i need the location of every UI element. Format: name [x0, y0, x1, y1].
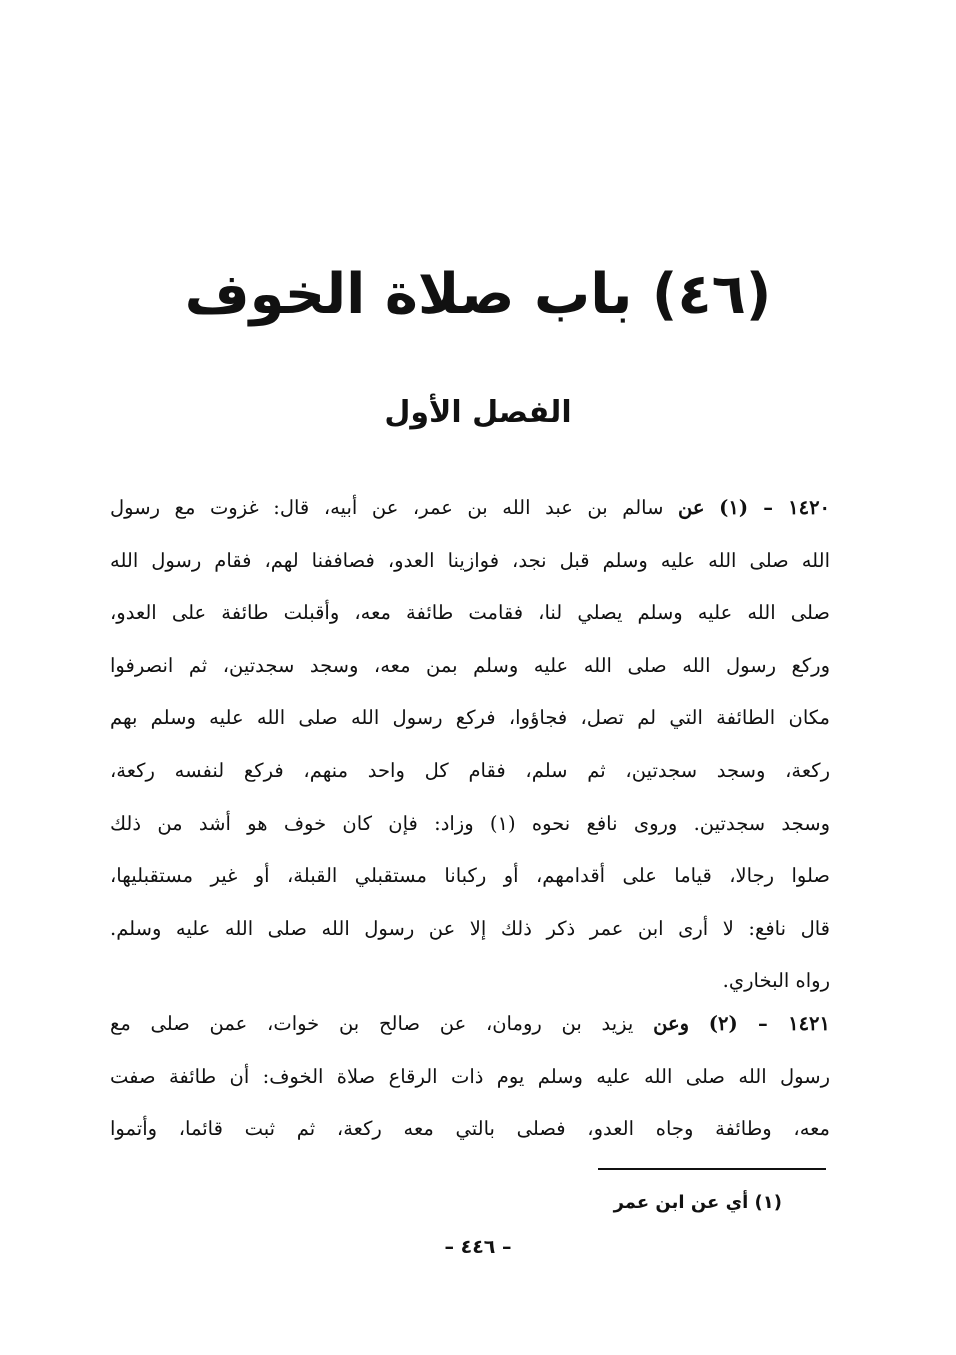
hadith-line	[110, 998, 830, 1051]
hadith-line: رسول الله صلى الله عليه وسلم يوم ذات الرقاع صلاة الخوف: أن طائفة صفت	[110, 1064, 830, 1088]
hadith-line	[110, 482, 830, 535]
hadith-text: يزيد بن رومان، عن صالح بن خوات، عمن صلى مع	[110, 1012, 634, 1035]
hadith-line: قال نافع: لا أرى ابن عمر ذكر ذلك إلا عن رسول الله صلى الله عليه وسلم.	[110, 916, 830, 940]
hadith-number: ١٤٢٠ – (١)	[719, 496, 830, 519]
hadith-lead-word: عن	[678, 496, 705, 519]
hadith-text: سالم بن عبد الله بن عمر، عن أبيه، قال: غزوت مع رسول	[110, 496, 664, 519]
chapter-title: (٤٦) باب صلاة الخوف	[184, 262, 772, 327]
hadith-source: رواه البخاري.	[722, 969, 830, 993]
hadith-line: معه، وطائفة وجاه العدو، فصلى بالتي معه ركعة، ثم ثبت قائما، وأتموا	[110, 1117, 830, 1141]
hadith-line: ركعة، وسجد سجدتين، ثم سلم، فقام كل واحد منهم، فركع لنفسه ركعة،	[110, 758, 830, 782]
hadith-1421	[110, 998, 830, 1156]
hadith-line: وركع رسول الله صلى الله عليه وسلم بمن معه، وسجد سجدتين، ثم انصرفوا	[110, 653, 830, 677]
footnote: (١) أي عن ابن عمر	[613, 1192, 782, 1213]
hadith-lead-word: وعن	[653, 1012, 690, 1035]
hadith-line: وسجد سجدتين. وروى نافع نحوه (١) وزاد: فإن كان خوف هو أشد من ذلك	[110, 811, 830, 835]
footnote-divider	[598, 1168, 826, 1170]
page-number: – ٤٤٦ –	[444, 1236, 512, 1258]
section-title: الفصل الأول	[384, 395, 572, 430]
hadith-number: ١٤٢١ – (٢)	[708, 1012, 830, 1035]
hadith-line: مكان الطائفة التي لم تصل، فجاؤوا، فركع رسول الله صلى الله عليه وسلم بهم	[110, 706, 830, 730]
hadith-line: صلى الله عليه وسلم يصلي لنا، فقامت طائفة معه، وأقبلت طائفة على العدو،	[110, 601, 830, 625]
hadith-1420	[110, 482, 830, 1008]
hadith-line: صلوا رجالا، قياما على أقدامهم، أو ركبانا مستقبلي القبلة، أو غير مستقبليها،	[110, 864, 830, 888]
hadith-line: الله صلى الله عليه وسلم قبل نجد، فوازينا العدو، فصاففنا لهم، فقام رسول الله	[110, 548, 830, 572]
